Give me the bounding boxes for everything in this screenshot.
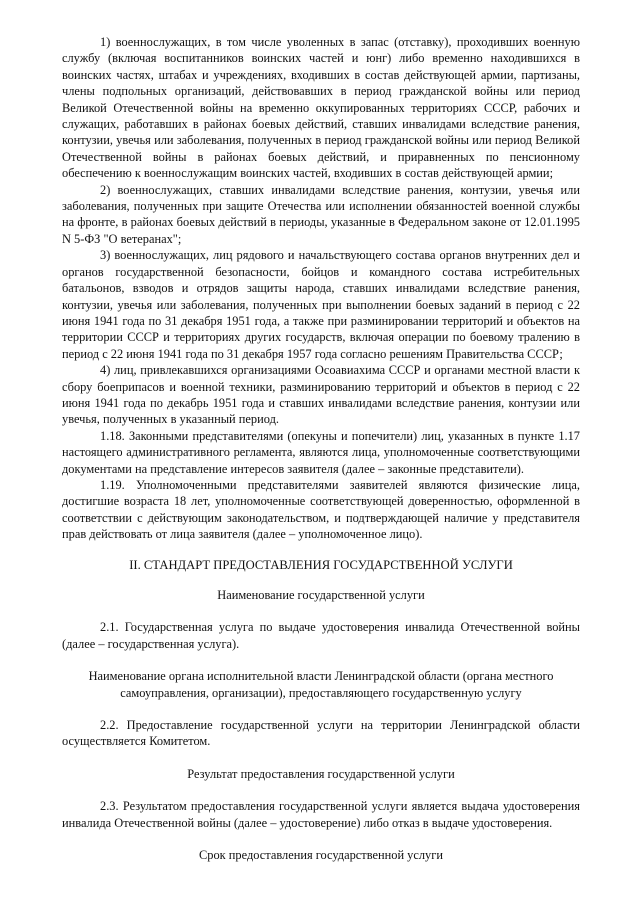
paragraph-1-19: 1.19. Уполномоченными представителями заявителей являются физические лица, достигшие возраста 18 лет, уполномоченные соответствующей доверенностью, оформленной в соответствии с действующим законодательством, и подтверждающей наличие у представителя прав действовать от лица заявителя (далее – уполномоченное лицо). — [62, 477, 580, 542]
subheading-result: Результат предоставления государственной услуги — [187, 766, 455, 781]
paragraph-2-2: 2.2. Предоставление государственной услуги на территории Ленинградской области осуществляется Комитетом. — [62, 718, 580, 749]
paragraph-2-3: 2.3. Результатом предоставления государственной услуги является выдача удостоверения инвалида Отечественной войны (далее – удостоверение) либо отказ в выдаче удостоверения. — [62, 799, 580, 830]
section-title: II. СТАНДАРТ ПРЕДОСТАВЛЕНИЯ ГОСУДАРСТВЕННОЙ УСЛУГИ — [129, 557, 513, 572]
paragraph-2-1: 2.1. Государственная услуга по выдаче удостоверения инвалида Отечественной войны (далее – государственная услуга). — [62, 620, 580, 651]
subheading-service-name: Наименование государственной услуги — [217, 588, 425, 602]
paragraph-item-4: 4) лиц, привлекавшихся организациями Осоавиахима СССР и органами местной власти к сбору боеприпасов и военной техники, разминированию территорий и объектов в период с 22 июня 1941 года по декабрь 1951 года и ставших инвалидами вследствие ранения, контузии или увечья, полученных в указанный период. — [62, 363, 580, 427]
paragraph-item-3: 3) военнослужащих, лиц рядового и начальствующего состава органов внутренних дел и органов государственной безопасности, бойцов и командного состава истребительных батальонов, взводов и отрядов защиты народа, ставших инвалидами вследствие ранения, контузии, увечья или заболевания, полученных при выполнении боевых заданий в период с 22 июня 1941 года по 31 декабря 1951 года, а также при разминировании территорий и объектов на территории СССР и территориях других государств, включая операции по боевому тралению в период с 22 июня 1941 года по 31 декабря 1957 года согласно решениям Правительства СССР; — [62, 248, 580, 361]
paragraph-1-18: 1.18. Законными представителями (опекуны и попечители) лиц, указанных в пункте 1.17 настоящего административного регламента, являются лица, уполномоченные соответствующими документами на представление интересов заявителя (далее – законные представители). — [62, 428, 580, 476]
paragraph-item-2: 2) военнослужащих, ставших инвалидами вследствие ранения, контузии, увечья или заболевания, полученных при защите Отечества или исполнении обязанностей военной службы на фронте, в районах боевых действий в периоды, указанные в Федеральном законе от 12.01.1995 N 5-ФЗ "О ветеранах"; — [62, 182, 580, 246]
subheading-authority: Наименование органа исполнительной власти Ленинградской области (органа местного самоуправления, организации), предоставляющего государственную услугу — [88, 669, 554, 700]
document-page — [62, 34, 580, 863]
subheading-deadline: Срок предоставления государственной услуги — [199, 848, 443, 863]
paragraph-item-1: 1) военнослужащих, в том числе уволенных в запас (отставку), проходивших военную службу (включая воспитанников воинских частей и юнг) либо временно находившихся в воинских частях, штабах и учреждениях, входивших в состав действующей армии, партизаны, члены подпольных организаций, действовавших в период гражданской войны или период Великой Отечественной войны на временно оккупированных территориях СССР, рабочих и служащих, работавших в районах боевых действий, ставших инвалидами вследствие ранения, контузии, увечья или заболевания, полученных в период гражданской войны или период Великой Отечественной войны в районах боевых действий, и приравненных по пенсионному обеспечению к военнослужащим воинских частей, входивших в состав действующей армии; — [62, 35, 580, 181]
